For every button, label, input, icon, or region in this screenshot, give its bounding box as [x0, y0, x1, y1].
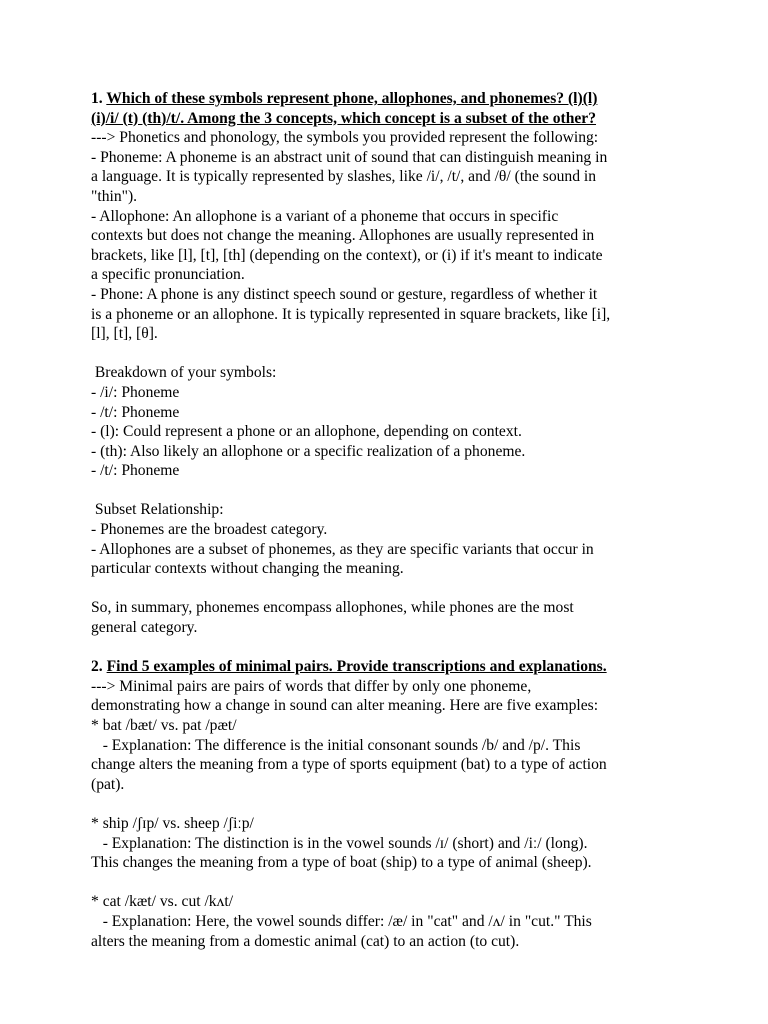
- explanation-line: alters the meaning from a domestic animal (cat) to an action (to cut).: [91, 932, 520, 950]
- minimal-pair-example: [91, 892, 701, 951]
- intro-line: demonstrating how a change in sound can alter meaning. Here are five examples:: [91, 697, 599, 715]
- question-2-heading: [91, 657, 701, 677]
- subset-section: [91, 500, 701, 578]
- summary-section: [91, 598, 701, 637]
- answer-line: ---> Phonetics and phonology, the symbols you provided represent the following:: [91, 129, 599, 147]
- document-page: [91, 89, 701, 951]
- paragraph-spacer: [91, 638, 701, 658]
- question-1-heading: [91, 89, 701, 109]
- subset-heading: Subset Relationship:: [91, 501, 224, 519]
- summary-line: So, in summary, phonemes encompass allophones, while phones are the most: [91, 599, 574, 617]
- paragraph-spacer: [91, 873, 701, 893]
- breakdown-item: - (th): Also likely an allophone or a specific realization of a phoneme.: [91, 442, 526, 460]
- explanation-line: - Explanation: The distinction is in the vowel sounds /ɪ/ (short) and /iː/ (long).: [91, 834, 588, 852]
- answer-line: - Allophone: An allophone is a variant of a phoneme that occurs in specific: [91, 207, 559, 225]
- answer-line: a specific pronunciation.: [91, 266, 245, 284]
- question-2-intro: [91, 677, 701, 716]
- question-2-title: Find 5 examples of minimal pairs. Provide transcriptions and explanations.: [106, 658, 607, 676]
- answer-line: brackets, like [l], [t], [th] (depending on the context), or (i) if it's meant to indicate: [91, 246, 603, 264]
- minimal-pair-example: [91, 814, 701, 873]
- question-1-answer: [91, 128, 701, 344]
- subset-item: - Phonemes are the broadest category.: [91, 521, 328, 539]
- minimal-pair: * ship /ʃɪp/ vs. sheep /ʃiːp/: [91, 814, 254, 832]
- explanation-line: - Explanation: Here, the vowel sounds differ: /æ/ in "cat" and /ʌ/ in "cut." This: [91, 912, 592, 930]
- minimal-pair: * bat /bæt/ vs. pat /pæt/: [91, 717, 237, 734]
- question-1-title-line-1: Which of these symbols represent phone, allophones, and phonemes? (l)(l): [106, 90, 598, 107]
- breakdown-heading: Breakdown of your symbols:: [91, 364, 277, 382]
- minimal-pair: * cat /kæt/ vs. cut /kʌt/: [91, 893, 234, 911]
- breakdown-item: - /t/: Phoneme: [91, 403, 180, 421]
- answer-line: "thin").: [91, 187, 138, 205]
- paragraph-spacer: [91, 794, 701, 814]
- answer-line: - Phone: A phone is any distinct speech sound or gesture, regardless of whether it: [91, 285, 598, 303]
- summary-line: general category.: [91, 619, 198, 637]
- breakdown-item: - (l): Could represent a phone or an allophone, depending on context.: [91, 423, 522, 441]
- intro-line: ---> Minimal pairs are pairs of words that differ by only one phoneme,: [91, 677, 532, 695]
- explanation-line: (pat).: [91, 775, 125, 793]
- breakdown-item: - /t/: Phoneme: [91, 462, 180, 480]
- answer-line: a language. It is typically represented by slashes, like /i/, /t/, and /θ/ (the sound in: [91, 168, 597, 186]
- question-1-number: 1.: [91, 90, 107, 107]
- breakdown-item: - /i/: Phoneme: [91, 383, 180, 401]
- question-1-title-line-2: (i)/i/ (t) (th)/t/. Among the 3 concepts, which concept is a subset of the other?: [91, 109, 597, 127]
- breakdown-section: [91, 363, 701, 481]
- explanation-line: - Explanation: The difference is the initial consonant sounds /b/ and /p/. This: [91, 736, 581, 754]
- answer-line: [l], [t], [θ].: [91, 325, 158, 343]
- question-1-heading-cont: [91, 109, 701, 129]
- paragraph-spacer: [91, 344, 701, 364]
- answer-line: - Phoneme: A phoneme is an abstract unit of sound that can distinguish meaning in: [91, 148, 608, 166]
- minimal-pair-example: [91, 716, 701, 794]
- paragraph-spacer: [91, 481, 701, 501]
- subset-item: particular contexts without changing the meaning.: [91, 560, 404, 578]
- answer-line: is a phoneme or an allophone. It is typically represented in square brackets, like [i],: [91, 305, 611, 323]
- subset-item: - Allophones are a subset of phonemes, as they are specific variants that occur in: [91, 540, 594, 558]
- paragraph-spacer: [91, 579, 701, 599]
- question-2-number: 2.: [91, 658, 107, 676]
- explanation-line: change alters the meaning from a type of sports equipment (bat) to a type of action: [91, 756, 607, 774]
- explanation-line: This changes the meaning from a type of boat (ship) to a type of animal (sheep).: [91, 854, 592, 872]
- answer-line: contexts but does not change the meaning. Allophones are usually represented in: [91, 227, 595, 245]
